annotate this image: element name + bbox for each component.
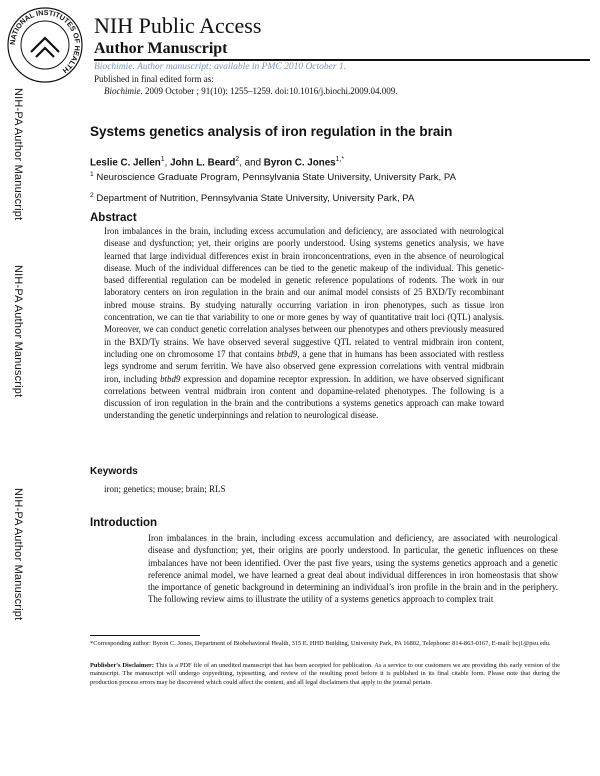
author-conjunction: , and (239, 157, 264, 169)
side-label-top: NIH-PA Author Manuscript (12, 88, 24, 221)
footnote-rule (90, 635, 200, 636)
affiliation-1 (90, 171, 456, 183)
affiliation-text: Department of Nutrition, Pennsylvania State University, University Park, PA (93, 193, 415, 205)
availability-note (94, 62, 346, 72)
side-label-bottom: NIH-PA Author Manuscript (12, 488, 24, 621)
published-label: Published in final edited form as: (94, 74, 214, 84)
citation (104, 86, 397, 96)
disclaimer-label: Publisher's Disclaimer: (90, 662, 154, 669)
availability-text: Author manuscript; available in PMC 2010 October 1. (134, 62, 347, 72)
availability-journal: Biochimie. (94, 62, 135, 72)
gene-name: btbd9 (160, 373, 181, 384)
article-title: Systems genetics analysis of iron regulation in the brain (90, 124, 453, 139)
citation-details: . 2009 October ; 91(10): 1255–1259. doi:10.1016/j.biochi.2009.04.009. (140, 86, 398, 96)
affiliation-number: 2 (90, 192, 94, 199)
abstract-heading: Abstract (90, 212, 137, 224)
affiliation-number: 1 (90, 171, 94, 178)
citation-journal: Biochimie (104, 86, 141, 96)
author-name: Leslie C. Jellen (90, 157, 161, 169)
disclaimer-text: This is a PDF file of an unedited manuscript that has been accepted for publication. As a service to our customers we are providing this early version of the manuscript. The manuscript will undergo copyediting, typesetting, and review of the resulting proof before it is published in its final citable form. Please note that during the production process errors may be discovered which could affect the content, and all legal disclaimers that apply to the journal pertain. (90, 662, 560, 686)
corresponding-author-footnote: *Corresponding author: Byron C. Jones, Department of Biobehavioral Health, 315 E. HHD Building, University Park, PA 16802, Telephone: 814-863-0167, E-mail: bcj1@psu.edu. (90, 640, 551, 647)
introduction-heading: Introduction (90, 517, 158, 529)
affiliation-2 (90, 192, 414, 204)
author-affiliation-mark: 2 (235, 156, 240, 163)
keywords-text: iron; genetics; mouse; brain; RLS (104, 484, 226, 494)
abstract-text: Iron imbalances in the brain, including excess accumulation and deficiency, are associated with neurological disease and dysfunction; yet, their origins are poorly understood. Using systems genetics analysis, we have learned that large individual differences exist in brain ironconcentrations, even in the absence of neurological disease. Much of the individual differences can be tied to the genetic makeup of the individual. This genetic-based differential regulation can be modeled in genetic reference populations of rodents. The work in our laboratory centers on iron regulation in the brain and our animal model consists of 25 BXD/Ty recombinant inbred mouse strains. By studying naturally occurring variation in iron phenotypes, such as tissue iron concentration, we can tie that variability to one or more genes by way of quantitative trait loci (QTL) analysis. Moreover, we can conduct genetic correlation analyses between our phenotypes and others previously measured in the BXD/Ty strains. We have observed several suggestive QTL related to ventral midbrain iron content, including one on chromosome 17 that contains btbd9, a gene that in humans has been associated with restless legs syndrome and serum ferritin. We have also observed gene expression correlations with ventral midbrain iron, including btbd9 expression and dopamine receptor expression. In addition, we have observed significant correlations between ventral midbrain iron content and dopamine-related phenotypes. The following is a discussion of iron regulation in the brain and the contributions a systems genetics approach can make toward understanding the genetic underpinnings and relation to neurological disease. (104, 226, 504, 421)
affiliation-text: Neuroscience Graduate Program, Pennsylvania State University, University Park, PA (93, 172, 456, 184)
header-rule (94, 59, 590, 61)
side-label-middle: NIH-PA Author Manuscript (12, 265, 24, 398)
keywords-heading: Keywords (90, 466, 138, 477)
author-name: John L. Beard (170, 157, 236, 169)
svg-text:NATIONAL INSTITUTES OF HEALTH: NATIONAL INSTITUTES OF HEALTH (7, 7, 83, 76)
author-list: Leslie C. Jellen$^1$, John L. Beard$^2$, and Byron C. Jones$^{1,*}$ (90, 156, 345, 169)
introduction-text: Iron imbalances in the brain, including excess accumulation and deficiency, are associated with neurological disease and dysfunction; yet, their origins are poorly understood. In particular, the genetic influences on these imbalances have not been identified. Over the past five years, using the systems genetics approach and a genetic reference animal model, we have learned a great deal about individual differences in iron homeostasis that show the importance of genetic background in determining an individual’s iron profile in the brain and in the periphery. The following review aims to illustrate the utility of a systems genetics approach to complex trait (148, 533, 558, 605)
gene-name: btbd9 (277, 348, 298, 359)
nih-public-access-title: NIH Public Access (94, 13, 262, 38)
publisher-disclaimer-footnote (90, 662, 560, 687)
author-affiliation-mark: 1,* (335, 156, 345, 163)
author-manuscript-label: Author Manuscript (94, 40, 228, 57)
author-name: Byron C. Jones (263, 157, 336, 169)
author-affiliation-mark: 1 (160, 156, 165, 163)
nih-seal-logo (6, 6, 84, 84)
